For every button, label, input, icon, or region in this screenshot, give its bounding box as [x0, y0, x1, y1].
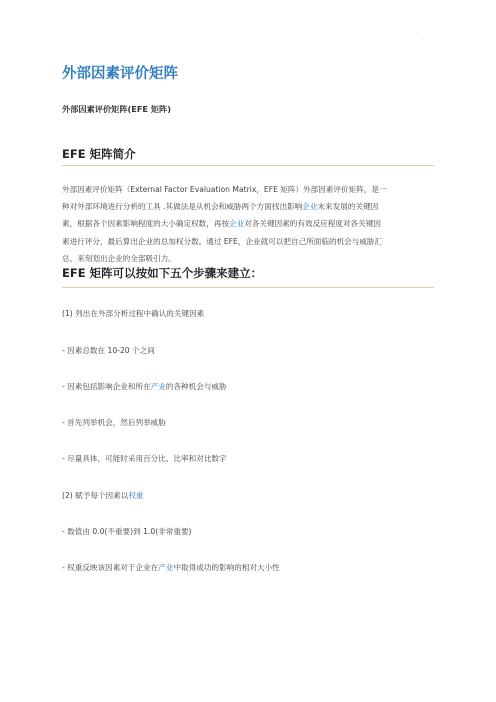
page-subtitle: 外部因素评价矩阵(EFE 矩阵)	[62, 104, 171, 114]
section-heading-efe-intro: EFE 矩阵简介	[62, 147, 136, 161]
page-title: 外部因素评价矩阵	[62, 66, 178, 82]
list-item	[62, 490, 144, 502]
text-run: 的各种机会与威胁	[165, 382, 227, 391]
text-run: 素，根据各个因素影响程度的大小确定权数，再按	[62, 219, 230, 229]
text-run: - 权重反映该因素对于企业在	[62, 563, 159, 572]
text-run: (1) 列出在外部分析过程中确认的关键因素	[62, 309, 205, 318]
text-run: 对各关键因素的有效反应程度对各关键因	[244, 219, 381, 229]
list-item	[62, 381, 227, 393]
text-run: 未来发展的关键因	[317, 202, 379, 212]
link-enterprise[interactable]: 企业	[302, 202, 318, 212]
intro-paragraph	[62, 181, 436, 267]
text-run: (2) 赋予每个因素以	[62, 491, 129, 500]
list-item	[62, 562, 280, 574]
list-item	[62, 308, 204, 320]
paragraph-line	[62, 181, 436, 198]
text-run: - 因素总数在 10-20 个之间	[62, 346, 155, 355]
text-run: 种对外部环境进行分析的工具 .其做法是从机会和威胁两个方面找出影响	[62, 202, 303, 212]
paragraph-line	[62, 215, 436, 232]
text-run: 外部因素评价矩阵（External Factor Evaluation Matrix，EFE 矩阵）外部因素评价矩阵，是一	[62, 185, 387, 194]
list-item	[62, 453, 227, 465]
section-heading-five-steps: EFE 矩阵可以按如下五个步骤来建立：	[62, 266, 263, 280]
list-item	[62, 345, 155, 357]
paragraph-line	[62, 233, 436, 250]
list-item	[62, 526, 192, 538]
text-run: 中取得成功的影响的相对大小性	[173, 563, 280, 572]
text-run: 素进行评分，最后算出企业的总加权分数。通过 EFE，企业就可以把自己所面临的机会与威胁汇	[62, 236, 383, 246]
list-item	[62, 417, 166, 429]
text-run: - 数值由 0.0(不重要)到 1.0(非常重要)	[62, 527, 192, 536]
link-industry[interactable]: 产业	[150, 382, 166, 391]
section-divider	[62, 165, 434, 166]
link-industry[interactable]: 产业	[158, 563, 174, 572]
text-run: - 首先列举机会，然后列举威胁	[62, 418, 166, 427]
text-run: - 因素包括影响企业和所在	[62, 382, 151, 391]
paragraph-line	[62, 198, 436, 215]
link-weight[interactable]: 权重	[128, 491, 144, 500]
corner-mark: .	[422, 36, 424, 42]
text-run: - 尽量具体，可能时采用百分比、比率和对比数字	[62, 454, 227, 463]
section-divider	[62, 287, 434, 288]
text-run: 总，来刻划出企业的全部吸引力。	[62, 253, 176, 263]
link-enterprise[interactable]: 企业	[229, 219, 245, 229]
